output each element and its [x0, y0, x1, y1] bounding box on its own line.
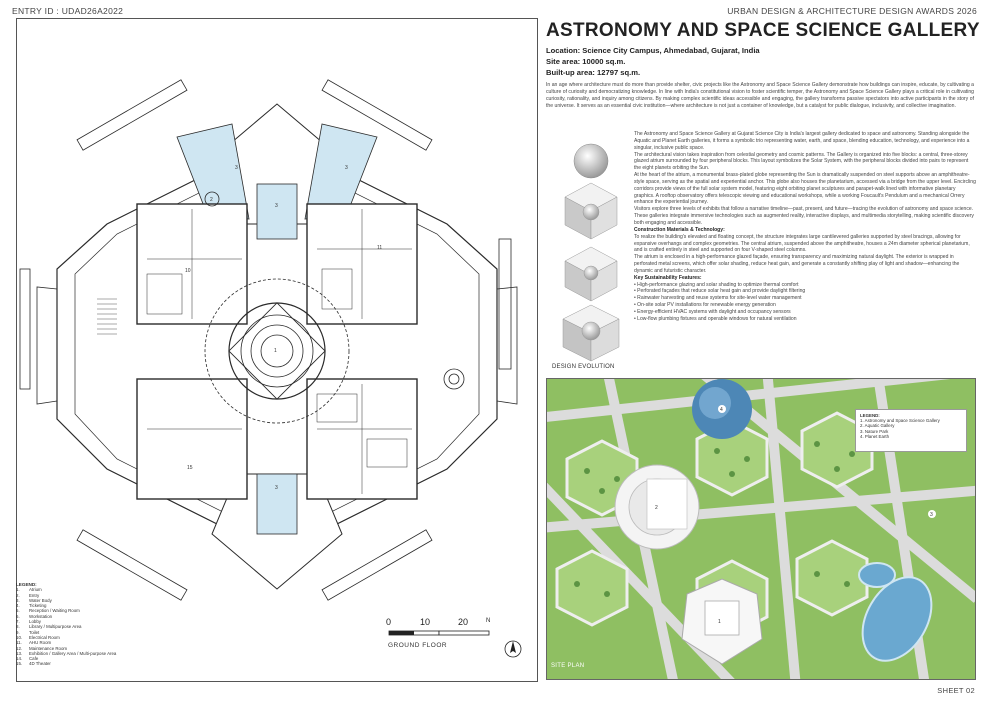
legend-text: AHU Room — [29, 640, 52, 646]
scale-tick: 10 — [420, 617, 431, 627]
legend-text: Maintenance Room — [29, 645, 68, 651]
water-body — [257, 184, 297, 239]
intro-paragraph: In an age where architecture must do more than provide shelter, civic projects like the Astronomy and Space Science Gallery demonstrate how buildings can inspire, educate, by cultivating a culture of curiosity and democratizing knowledge. In line with India's constitutional vision to foster scientific temper, the Astronomy and Space Science Gallery plays a critical role in cultivating curiosity, rationality, and inquiry among citizens. By making complex scientific ideas accessible and engaging, the gallery transforms passive spectators into active participants in the story of the universe. It serves as an essential civic institution—where architecture is not just a container of knowledge, but a catalyst for public dialogue, inclusivity, and collective imagination. — [546, 82, 974, 109]
legend-text: Ticketing — [29, 603, 47, 609]
feature-item: • Energy-efficient HVAC systems with daylight and occupancy sensors — [634, 309, 976, 316]
legend-text: Reception / Waiting Room — [29, 608, 80, 614]
scale-bar — [389, 631, 489, 635]
site-plan-legend — [855, 409, 967, 452]
legend-text: Water Body — [29, 597, 52, 603]
legend-number: 14. — [16, 656, 23, 662]
legend-number: 8. — [16, 624, 20, 630]
legend-number: 6. — [16, 613, 20, 619]
room-tag: 15 — [187, 465, 193, 471]
feature-list — [634, 282, 976, 323]
page-title: ASTRONOMY AND SPACE SCIENCE GALLERY — [546, 20, 980, 41]
room-tag: 3 — [275, 485, 278, 491]
room-tag: 3 — [275, 203, 278, 209]
location: Location: Science City Campus, Ahmedabad, Gujarat, India — [546, 46, 760, 55]
legend-number: 15. — [16, 661, 23, 667]
description-paragraph: Visitors explore three levels of exhibits that follow a narrative timeline—past, present, and future—tracing the evolution of astronomy and space science. These galleries integrate immersive technologies such as augmented reality, interactive displays, and multimedia storytelling, making scientific discovery both engaging and accessible. — [634, 206, 974, 226]
legend-number: 11. — [16, 640, 22, 646]
final-form-icon — [563, 305, 619, 361]
legend-title: LEGEND: — [860, 413, 880, 418]
legend-number: 5. — [16, 608, 20, 614]
legend-text: Toilet — [29, 629, 40, 635]
legend-number: 13. — [16, 650, 23, 656]
scale-tick: 20 — [458, 617, 469, 627]
legend-text: 4D Theater — [29, 661, 51, 667]
legend-item: 3. Nature Park — [860, 428, 889, 434]
sphere-icon — [574, 144, 608, 178]
legend-number: 3. — [16, 597, 20, 603]
section-heading: Key Sustainability Features: — [634, 274, 702, 281]
room-tag: 2 — [210, 197, 213, 203]
description-paragraph: The Astronomy and Space Science Gallery at Gujarat Science City is India's largest gallery dedicated to space and astronomy. Standing alongside the Aquatic and Planet Earth galleries, it forms a symbolic trio representing water, earth, and space, blending education, technology, and experience into a singular, inclusive public space. — [634, 131, 970, 151]
legend-number: 12. — [16, 645, 23, 651]
room-tag: 11 — [377, 245, 383, 251]
top-bar — [12, 6, 977, 18]
built-up-area: Built-up area: 12797 sq.m. — [546, 68, 641, 77]
room-tag: 1 — [274, 348, 277, 354]
section-heading: Construction Materials & Technology: — [634, 226, 725, 233]
site-marker: 1 — [718, 619, 721, 625]
site-marker: 2 — [655, 505, 658, 511]
legend-text: Electrical Room — [29, 634, 60, 640]
ground-floor-label: GROUND FLOOR — [388, 642, 448, 649]
legend-number: 9. — [16, 629, 20, 635]
legend-text: Cafe — [29, 656, 39, 662]
feature-item: • High-performance glazing and solar shading to optimize thermal comfort — [634, 282, 976, 289]
design-evolution-label: DESIGN EVOLUTION — [552, 364, 615, 370]
legend-text: Library / Multipurpose Area — [29, 624, 82, 630]
legend-number: 7. — [16, 619, 20, 625]
description-paragraph: The architectural vision takes inspiration from celestial geometry and cosmic patterns. The Gallery is organized into five blocks: a central, three-storey glazed atrium surrounded by four peripheral blocks. This layout symbolizes the Solar System, with the peripheral blocks divided into pairs to represent the eight planets orbiting the Sun. — [634, 151, 969, 172]
legend-text: Workstation — [29, 613, 53, 619]
feature-item: • On-site solar PV installations for renewable energy generation — [634, 302, 976, 309]
description-paragraph: The atrium is enclosed in a high-performance glazed façade, ensuring transparency and maximizing natural daylight. The exterior is wrapped in perforated metal screens, which offer solar shading, reduce heat gain, and generate a constantly shifting play of light and shadow—enhancing the dynamic and futuristic character. — [634, 254, 960, 274]
cross-cube-icon — [565, 247, 617, 301]
cube-icon — [565, 183, 617, 239]
site-plan-label: SITE PLAN — [551, 663, 585, 669]
design-evolution-diagram — [553, 135, 629, 363]
legend-item — [16, 661, 166, 666]
legend-text: Entry — [29, 592, 40, 598]
feature-item: • Rainwater harvesting and reuse systems for site-level water management — [634, 295, 976, 302]
legend-item: 1. Astronomy and Space Science Gallery — [860, 418, 940, 424]
entry-id: ENTRY ID : UDAD26A2022 — [12, 6, 124, 16]
feature-item: • Low-flow plumbing fixtures and operable windows for natural ventilation — [634, 316, 976, 323]
north-label: N — [486, 618, 491, 624]
legend-text: Exhibition / Gallery Area / Multi-purpose Area — [29, 650, 117, 656]
award-title: URBAN DESIGN & ARCHITECTURE DESIGN AWARDS 2026 — [727, 6, 977, 16]
legend-item: 2. Aquatic Gallery — [860, 423, 895, 429]
room-tag: 3 — [345, 165, 348, 171]
site-area: Site area: 10000 sq.m. — [546, 57, 626, 66]
scale-tick: 0 — [386, 617, 392, 627]
description-paragraph: At the heart of the atrium, a monumental brass-plated globe representing the Sun is dramatically suspended on steel supports above an amphitheatre-style space, serving as the spatial and experiential anchor. This globe also houses the planetarium, accessed via a bridge from the upper level. Encircling corridors provide views of the full solar system model, featuring eight orbiting planet sculptures and parapet-walk lined with informative planetary graphics. A rooftop observatory offers telescopic viewing and educational workshops, while a working Foucault's Pendulum and a mechanical Orrery enhance the experiential journey. — [634, 172, 976, 206]
site-marker: 4 — [720, 407, 723, 413]
legend-item: 4. Planet Earth — [860, 433, 890, 439]
north-arrow-icon — [505, 641, 521, 657]
legend-number: 10. — [16, 634, 23, 640]
legend-number: 1. — [16, 587, 20, 593]
description — [634, 131, 976, 323]
room-tag: 10 — [185, 268, 191, 274]
feature-item: • Perforated façades that reduce solar heat gain and provide daylight filtering — [634, 288, 976, 295]
block-south-west — [137, 379, 247, 499]
description-paragraph: To realize the building's elevated and floating concept, the structure integrates large cantilevered galleries supported by steel bracings, allowing for expansive overhangs and complex geometries. The central atrium, suspended above the amphitheatre, houses a 24m diameter spherical planetarium, and is crafted entirely in steel and supported on four V-shaped steel columns. — [634, 233, 970, 254]
water-body — [257, 474, 297, 534]
legend-title: LEGEND: — [16, 582, 37, 587]
legend-number: 2. — [16, 592, 20, 598]
room-tag: 3 — [235, 165, 238, 171]
ground-floor-legend — [16, 582, 166, 667]
legend-number: 4. — [16, 603, 20, 609]
legend-text: Lobby — [29, 619, 41, 625]
sheet-number: SHEET 02 — [937, 686, 975, 695]
site-marker: 3 — [930, 512, 933, 518]
legend-text: Atrium — [29, 587, 42, 593]
